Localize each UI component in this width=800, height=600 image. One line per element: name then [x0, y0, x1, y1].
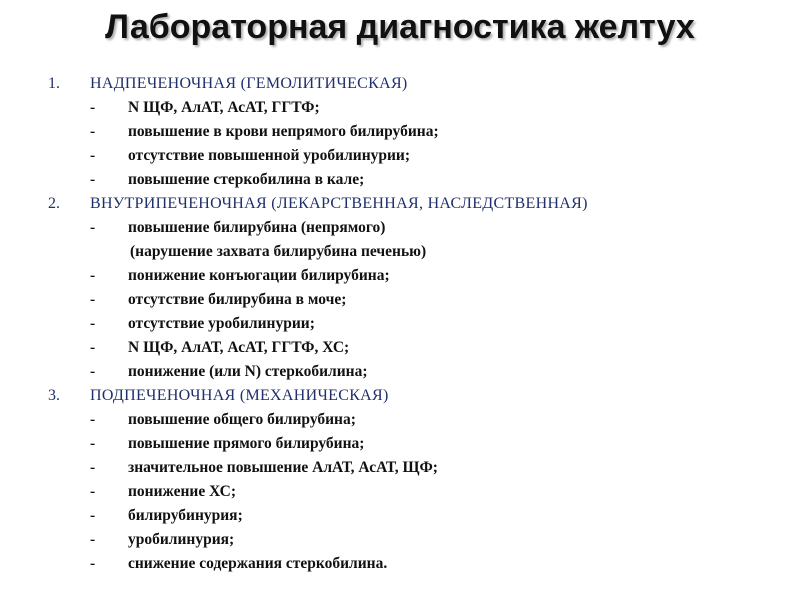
list-item-text: отсутствие билирубина в моче; — [128, 291, 347, 308]
list-item-text: значительное повышение АлАТ, АсАТ, ЩФ; — [128, 459, 438, 476]
bullet-dash: - — [90, 483, 96, 500]
list-item — [0, 120, 800, 144]
section-number: 3. — [48, 387, 60, 404]
list-item — [0, 264, 800, 288]
bullet-dash: - — [90, 219, 96, 236]
list-item-text: повышение билирубина (непрямого) — [128, 219, 386, 236]
bullet-dash: - — [90, 171, 96, 188]
list-item — [0, 360, 800, 384]
bullet-dash: - — [90, 99, 96, 116]
list-item — [0, 288, 800, 312]
bullet-dash: - — [90, 531, 96, 548]
list-item-text: отсутствие повышенной уробилинурии; — [128, 147, 411, 164]
list-item-text: повышение в крови непрямого билирубина; — [128, 123, 439, 140]
list-item — [0, 336, 800, 360]
section-title: ВНУТРИПЕЧЕНОЧНАЯ (ЛЕКАРСТВЕННАЯ, НАСЛЕДСТВЕННАЯ) — [90, 195, 588, 212]
bullet-dash: - — [90, 507, 96, 524]
list-item-text: повышение прямого билирубина; — [128, 435, 365, 452]
section-heading — [0, 72, 800, 96]
section-heading — [0, 384, 800, 408]
bullet-dash: - — [90, 267, 96, 284]
list-item — [0, 432, 800, 456]
list-item-text: билирубинурия; — [128, 507, 243, 524]
list-item — [0, 216, 800, 240]
list-item-text: снижение содержания стеркобилина. — [128, 555, 388, 572]
bullet-dash: - — [90, 315, 96, 332]
list-item — [0, 480, 800, 504]
bullet-dash: - — [90, 147, 96, 164]
section-posthepatic — [0, 384, 800, 576]
slide-title: Лабораторная диагностика желтух — [105, 8, 695, 46]
list-item — [0, 528, 800, 552]
list-item-text: N ЩФ, АлАТ, АсАТ, ГГТФ; — [128, 99, 320, 116]
section-prehepatic — [0, 72, 800, 192]
section-title: НАДПЕЧЕНОЧНАЯ (ГЕМОЛИТИЧЕСКАЯ) — [90, 75, 408, 92]
section-heading — [0, 192, 800, 216]
list-item — [0, 144, 800, 168]
list-item-text: N ЩФ, АлАТ, АсАТ, ГГТФ, ХС; — [128, 339, 350, 356]
bullet-dash: - — [90, 435, 96, 452]
list-item-continuation — [0, 240, 800, 264]
bullet-dash: - — [90, 339, 96, 356]
list-item-text: повышение общего билирубина; — [128, 411, 356, 428]
list-item-text: понижение ХС; — [128, 483, 237, 500]
bullet-dash: - — [90, 411, 96, 428]
list-item-text: понижение (или N) стеркобилина; — [128, 363, 368, 380]
diagnostics-list — [0, 72, 800, 576]
list-item — [0, 168, 800, 192]
section-intrahepatic — [0, 192, 800, 384]
bullet-dash: - — [90, 459, 96, 476]
section-number: 2. — [48, 195, 60, 212]
list-item-text: повышение стеркобилина в кале; — [128, 171, 365, 188]
bullet-dash: - — [90, 291, 96, 308]
list-item — [0, 504, 800, 528]
bullet-dash: - — [90, 555, 96, 572]
list-item — [0, 96, 800, 120]
bullet-dash: - — [90, 363, 96, 380]
section-number: 1. — [48, 75, 60, 92]
list-item-text: уробилинурия; — [128, 531, 235, 548]
list-item-text: понижение конъюгации билирубина; — [128, 267, 390, 284]
list-item-text: (нарушение захвата билирубина печенью) — [130, 243, 427, 260]
section-title: ПОДПЕЧЕНОЧНАЯ (МЕХАНИЧЕСКАЯ) — [90, 387, 389, 404]
list-item — [0, 408, 800, 432]
bullet-dash: - — [90, 123, 96, 140]
list-item — [0, 312, 800, 336]
list-item — [0, 456, 800, 480]
list-item-text: отсутствие уробилинурии; — [128, 315, 315, 332]
list-item — [0, 552, 800, 576]
